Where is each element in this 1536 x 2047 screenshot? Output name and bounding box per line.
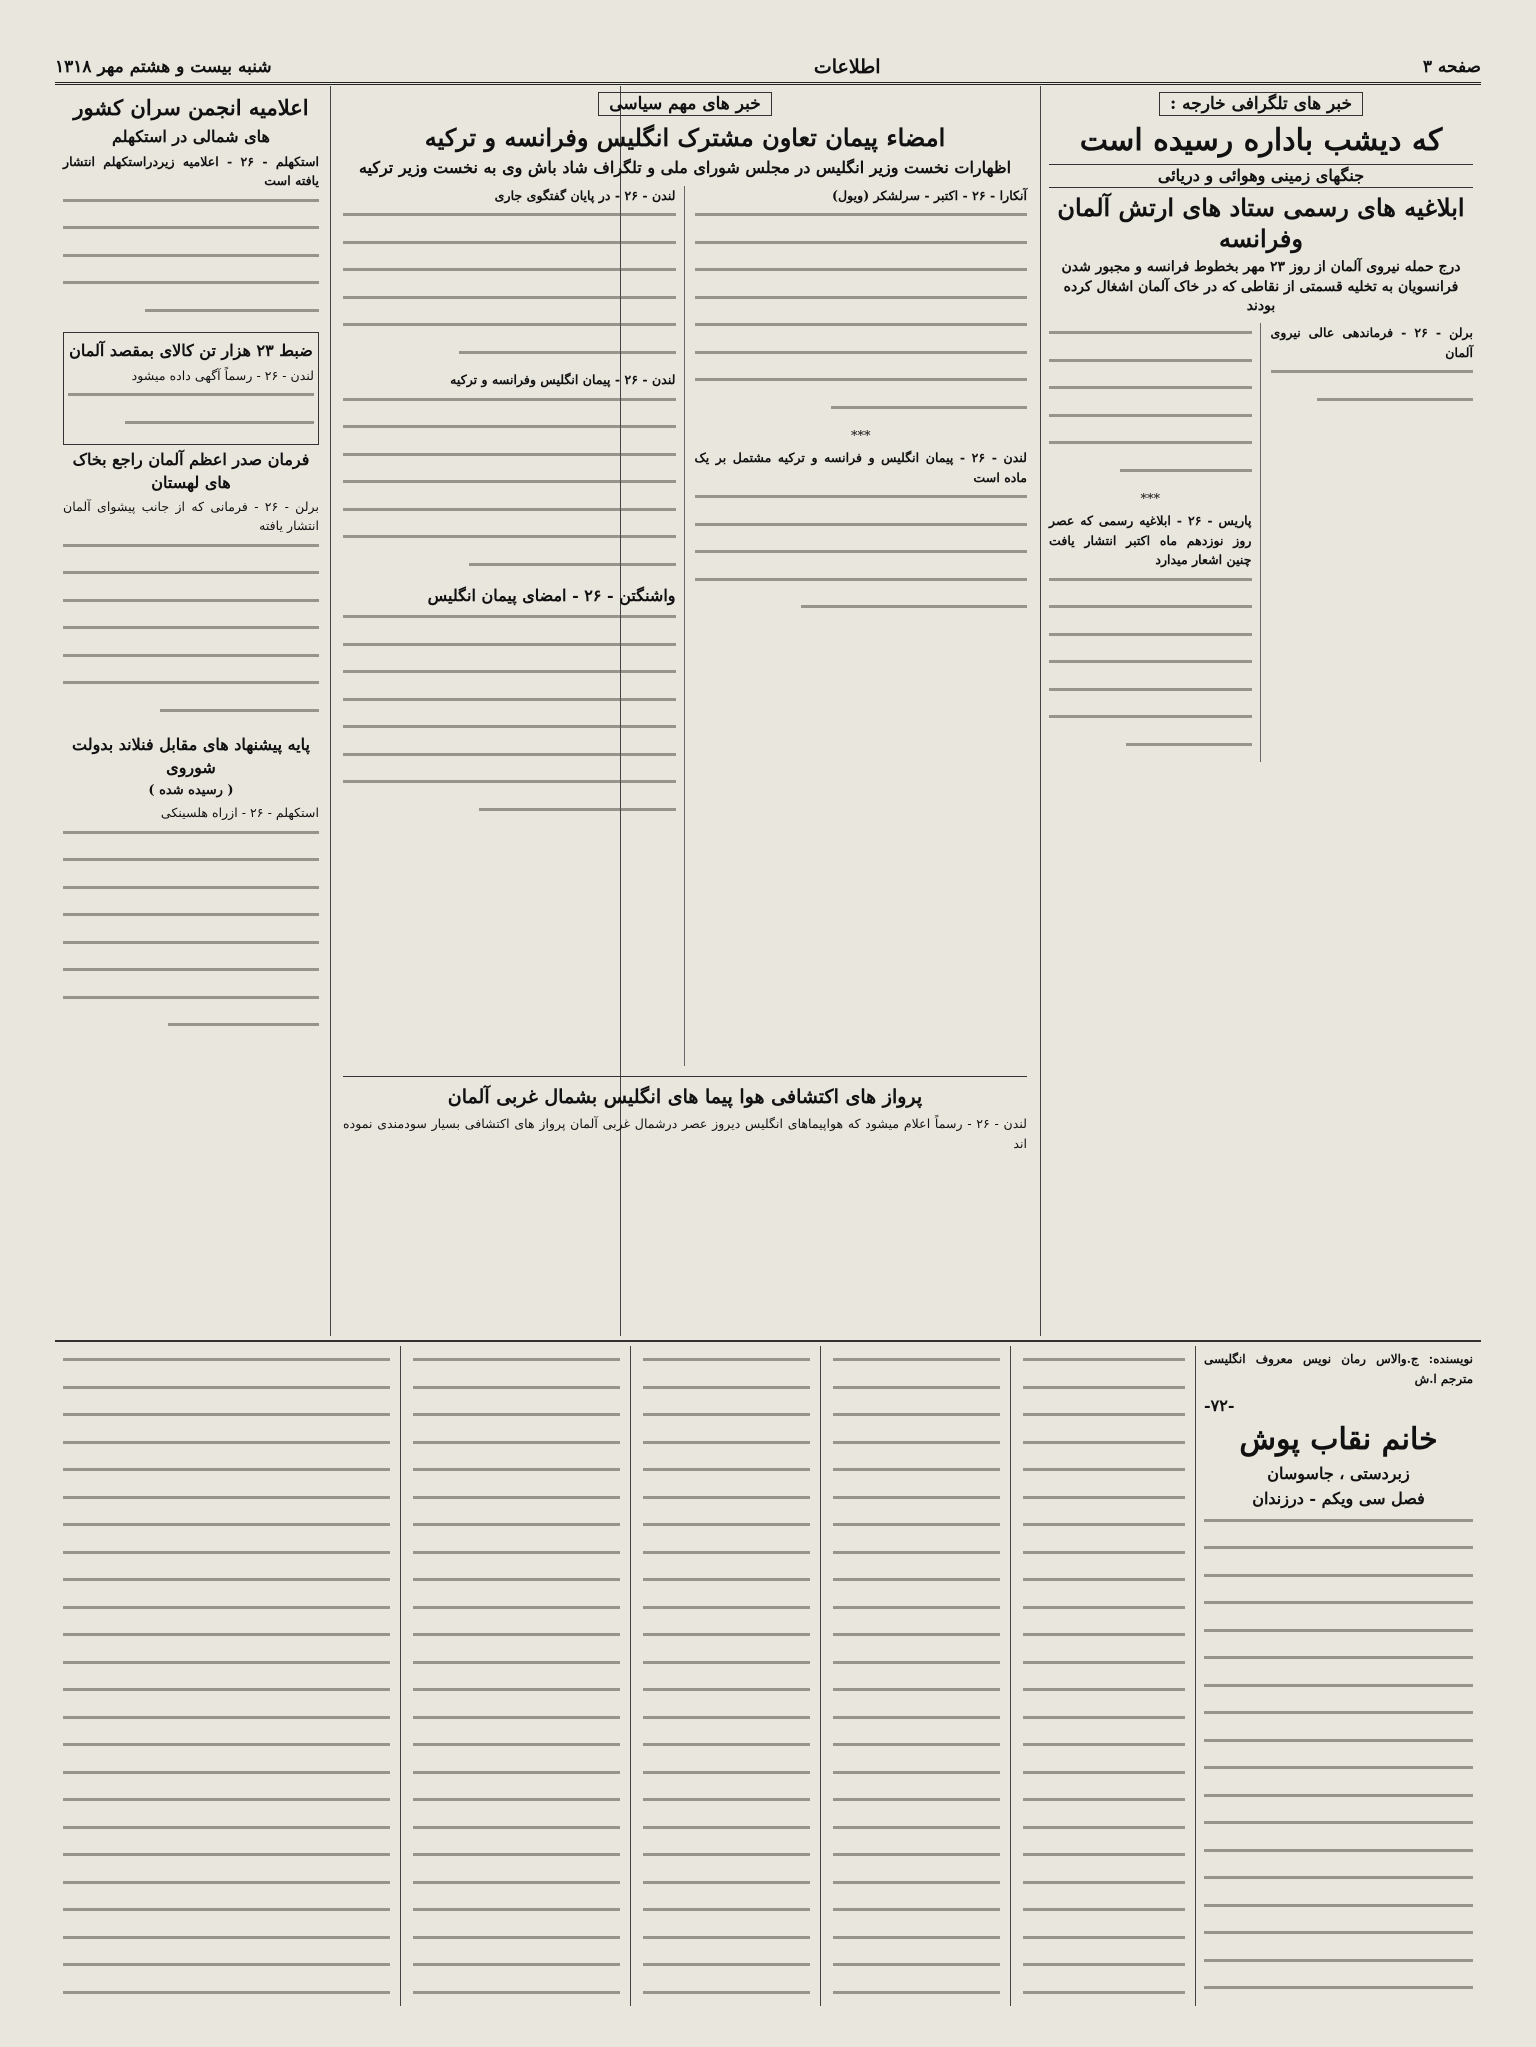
- treaty-col-a: [695, 186, 1028, 1066]
- text-line: [833, 1413, 1000, 1433]
- column-rule: [1010, 1346, 1011, 2006]
- text-line: [63, 941, 319, 961]
- text-line: [413, 1496, 620, 1516]
- war-title: ابلاغیه های رسمی ستاد های ارتش آلمان وفرانسه: [1057, 192, 1465, 254]
- text-line: [1023, 1551, 1185, 1571]
- text-line: [643, 1798, 810, 1818]
- dateline: استکهلم - ۲۶ - اعلامیه زیردراستکهلم انتشار یافته است: [63, 153, 319, 189]
- text-line: [1049, 441, 1252, 461]
- text-line: [63, 1661, 390, 1681]
- text-line: [413, 1826, 620, 1846]
- body-text-block: [1049, 578, 1252, 763]
- text-line: [643, 1386, 810, 1406]
- text-line: [643, 1523, 810, 1543]
- text-line: [695, 268, 1028, 288]
- text-line: [343, 480, 676, 500]
- text-line: [643, 1991, 810, 2001]
- column-rule: [820, 1346, 821, 2006]
- text-line: [833, 1826, 1000, 1846]
- recon-flights-title: پرواز های اکتشافی هوا پیما های انگلیس بشمال غربی آلمان: [447, 1085, 923, 1108]
- body-text-block: [63, 199, 319, 329]
- text-line: [1204, 1601, 1473, 1621]
- text-line: [413, 1881, 620, 1901]
- text-line: [63, 1716, 390, 1736]
- text-line: [343, 535, 676, 555]
- decree-title: فرمان صدر اعظم آلمان راجع بخاک های لهستان: [72, 450, 310, 492]
- body-text-block: [63, 544, 319, 729]
- text-line: [1204, 1959, 1473, 1979]
- text-line: [1271, 370, 1474, 390]
- text-line: [643, 1881, 810, 1901]
- text-line: [1204, 1876, 1473, 1896]
- text-line: [63, 1798, 390, 1818]
- text-line: [63, 1991, 390, 2001]
- treaty-subtitle: اظهارات نخست وزیر انگلیس در مجلس شورای ملی و تلگراف شاد باش وی به نخست وزیر ترکیه: [358, 158, 1012, 178]
- text-line: [63, 831, 319, 851]
- text-line: [63, 1688, 390, 1708]
- text-line: [343, 563, 676, 583]
- text-line: [833, 1991, 1000, 2001]
- text-line: [63, 1606, 390, 1626]
- text-line: [63, 913, 319, 933]
- text-line: [63, 1441, 390, 1461]
- issue-date: شنبه بیست و هشتم مهر ۱۳۱۸: [55, 57, 272, 77]
- text-line: [1049, 578, 1252, 598]
- body-text-block: [1204, 1519, 1473, 2000]
- page-label: صفحه ۳: [1422, 57, 1481, 77]
- text-line: [1023, 1468, 1185, 1488]
- text-line: [343, 643, 676, 663]
- section-rule: [55, 1340, 1481, 1342]
- text-line: [63, 626, 319, 646]
- text-line: [1023, 1936, 1185, 1956]
- text-line: [833, 1908, 1000, 1928]
- political-kicker: خبر های مهم سیاسی: [598, 92, 771, 116]
- text-line: [1023, 1633, 1185, 1653]
- text-line: [1023, 1413, 1185, 1433]
- dateline: لندن - ۲۶ - پیمان انگلیس و فرانسه و ترکیه مشتمل بر یک ماده است: [694, 450, 1027, 485]
- column-rule: [400, 1346, 401, 2006]
- text-line: [413, 1633, 620, 1653]
- text-line: [413, 1661, 620, 1681]
- text-line: [695, 578, 1028, 598]
- text-line: [833, 1936, 1000, 1956]
- text-line: [1023, 1908, 1185, 1928]
- text-line: [413, 1551, 620, 1571]
- text-line: [63, 199, 319, 219]
- text-line: [1204, 1656, 1473, 1676]
- text-line: [343, 398, 676, 418]
- text-line: [343, 780, 676, 800]
- dateline: لندن - ۲۶ - رسماً آگهی داده میشود: [131, 367, 314, 383]
- text-line: [1204, 1629, 1473, 1649]
- text-line: [643, 1633, 810, 1653]
- column-rule: [330, 86, 331, 1336]
- text-line: [63, 681, 319, 701]
- text-line: [643, 1551, 810, 1571]
- text-line: [833, 1523, 1000, 1543]
- text-line: [1204, 1684, 1473, 1704]
- text-line: [1204, 1766, 1473, 1786]
- body-text-block: [1049, 331, 1252, 488]
- text-line: [1023, 1716, 1185, 1736]
- body-text-block: [695, 495, 1028, 625]
- text-line: [833, 1716, 1000, 1736]
- text-line: [1023, 1771, 1185, 1791]
- text-line: [413, 1523, 620, 1543]
- text-line: [63, 1633, 390, 1653]
- serial-text-col: [825, 1350, 1008, 2000]
- seizure-box: [63, 332, 319, 445]
- text-line: [413, 1963, 620, 1983]
- seizure-title: ضبط ۲۳ هزار تن کالای بمقصد آلمان: [69, 341, 313, 361]
- text-line: [643, 1826, 810, 1846]
- text-line: [413, 1578, 620, 1598]
- text-line: [413, 1771, 620, 1791]
- text-line: [1204, 1711, 1473, 1731]
- text-line: [63, 1358, 390, 1378]
- text-line: [1023, 1578, 1185, 1598]
- war-text-col-b: [1049, 323, 1261, 762]
- text-line: [343, 241, 676, 261]
- text-line: [643, 1578, 810, 1598]
- masthead: [55, 52, 1481, 85]
- text-line: [833, 1496, 1000, 1516]
- text-line: [1023, 1798, 1185, 1818]
- text-line: [1023, 1963, 1185, 1983]
- text-line: [1049, 715, 1252, 735]
- text-line: [1023, 1386, 1185, 1406]
- text-line: [413, 1936, 620, 1956]
- text-line: [833, 1468, 1000, 1488]
- body-text-block: [63, 1358, 390, 2000]
- text-line: [833, 1853, 1000, 1873]
- dateline: پاریس - ۲۶ - ابلاغیه رسمی که عصر روز نوزدهم ماه اکتبر انتشار یافت چنین اشعار میدارد: [1049, 513, 1252, 568]
- separator-stars: ***: [851, 429, 871, 445]
- text-line: [1023, 1826, 1185, 1846]
- text-line: [833, 1633, 1000, 1653]
- war-subtitle: درج حمله نیروی آلمان از روز ۲۳ مهر بخطوط فرانسه و مجبور شدن فرانسویان به تخلیه قسمتی از نقاطی که در خاک آلمان اشغال کرده بودند: [1061, 259, 1461, 315]
- text-line: [1049, 660, 1252, 680]
- body-text-block: [833, 1358, 1000, 2000]
- body-text-block: [1271, 370, 1474, 417]
- text-line: [413, 1606, 620, 1626]
- text-line: [1023, 1991, 1185, 2001]
- dateline: لندن - ۲۶ - پیمان انگلیس وفرانسه و ترکیه: [450, 372, 676, 388]
- war-subkicker: جنگهای زمینی وهوائی و دریائی: [1049, 164, 1473, 188]
- text-line: [695, 378, 1028, 398]
- text-line: [695, 495, 1028, 515]
- text-line: [643, 1688, 810, 1708]
- text-line: [63, 1578, 390, 1598]
- text-line: [63, 1963, 390, 1983]
- serial-text-col: [1015, 1350, 1193, 2000]
- text-line: [1204, 1794, 1473, 1814]
- text-line: [833, 1688, 1000, 1708]
- text-line: [413, 1386, 620, 1406]
- text-line: [413, 1853, 620, 1873]
- text-line: [643, 1441, 810, 1461]
- text-line: [343, 808, 676, 828]
- text-line: [413, 1991, 620, 2001]
- body-text-block: [1023, 1358, 1185, 2000]
- text-line: [1023, 1523, 1185, 1543]
- text-line: [833, 1743, 1000, 1763]
- text-line: [343, 323, 676, 343]
- text-line: [833, 1798, 1000, 1818]
- recon-flights-body: لندن - ۲۶ - رسماً اعلام میشود که هواپیماهای انگلیس دیروز عصر درشمال غربی آلمان پرواز های اکتشافی بسیار سودمندی نموده اند: [343, 1116, 1027, 1151]
- text-line: [1204, 1574, 1473, 1594]
- dateline: آنکارا - ۲۶ - اکتبر - سرلشکر (ویول): [832, 187, 1027, 203]
- text-line: [643, 1908, 810, 1928]
- serial-chapter: فصل سی ویکم - درزندان: [1252, 1489, 1425, 1509]
- text-line: [1023, 1688, 1185, 1708]
- column-rule: [630, 1346, 631, 2006]
- text-line: [643, 1743, 810, 1763]
- text-line: [1023, 1441, 1185, 1461]
- text-line: [63, 544, 319, 564]
- text-line: [695, 605, 1028, 625]
- text-line: [833, 1358, 1000, 1378]
- serial-subtitle: زبردستی ، جاسوسان: [1267, 1463, 1410, 1483]
- text-line: [1204, 1546, 1473, 1566]
- text-line: [833, 1771, 1000, 1791]
- text-line: [63, 1936, 390, 1956]
- text-line: [1204, 1931, 1473, 1951]
- telegraph-headline: که دیشب باداره رسیده است: [1079, 123, 1443, 158]
- text-line: [343, 351, 676, 371]
- text-line: [833, 1881, 1000, 1901]
- treaty-title: امضاء پیمان تعاون مشترک انگلیس وفرانسه و ترکیه: [424, 123, 946, 152]
- finland-title: پایه پیشنهاد های مقابل فنلاند بدولت شوروی: [72, 735, 310, 777]
- text-line: [1049, 386, 1252, 406]
- text-line: [63, 1853, 390, 1873]
- serial-title: خانم نقاب پوش: [1239, 1422, 1438, 1458]
- text-line: [63, 599, 319, 619]
- text-line: [833, 1606, 1000, 1626]
- text-line: [1204, 1739, 1473, 1759]
- text-line: [413, 1358, 620, 1378]
- text-line: [695, 296, 1028, 316]
- dateline: برلن - ۲۶ - فرماندهی عالی نیروی آلمان: [1270, 325, 1474, 360]
- text-line: [643, 1716, 810, 1736]
- text-line: [643, 1358, 810, 1378]
- text-line: [643, 1496, 810, 1516]
- text-line: [1049, 633, 1252, 653]
- serial-number: -۷۲-: [1204, 1396, 1235, 1415]
- text-line: [1023, 1606, 1185, 1626]
- text-line: [63, 709, 319, 729]
- text-line: [1049, 359, 1252, 379]
- text-line: [1049, 331, 1252, 351]
- text-line: [643, 1661, 810, 1681]
- text-line: [343, 213, 676, 233]
- text-line: [343, 296, 676, 316]
- body-text-block: [413, 1358, 620, 2000]
- text-line: [63, 1523, 390, 1543]
- text-line: [1204, 1986, 1473, 2000]
- text-line: [1023, 1661, 1185, 1681]
- dateline: واشنگتن - ۲۶ - امضای پیمان انگلیس: [427, 586, 676, 606]
- text-line: [343, 508, 676, 528]
- text-line: [63, 571, 319, 591]
- text-line: [833, 1661, 1000, 1681]
- text-line: [1023, 1853, 1185, 1873]
- text-line: [695, 523, 1028, 543]
- separator-stars: ***: [1140, 492, 1160, 508]
- text-line: [1049, 414, 1252, 434]
- text-line: [833, 1578, 1000, 1598]
- text-line: [643, 1606, 810, 1626]
- text-line: [833, 1963, 1000, 1983]
- text-line: [643, 1413, 810, 1433]
- text-line: [63, 1023, 319, 1043]
- text-line: [63, 968, 319, 988]
- body-text-block: [343, 615, 676, 827]
- text-line: [343, 615, 676, 635]
- text-line: [63, 654, 319, 674]
- nordic-title: اعلامیه انجمن سران کشور: [73, 95, 309, 120]
- serial-text-col: [405, 1350, 628, 2000]
- text-line: [63, 1413, 390, 1433]
- text-line: [63, 1551, 390, 1571]
- text-line: [63, 1468, 390, 1488]
- text-line: [695, 406, 1028, 426]
- text-line: [1049, 688, 1252, 708]
- body-text-block: [643, 1358, 810, 2000]
- newspaper-name: اطلاعات: [813, 56, 881, 78]
- text-line: [63, 1743, 390, 1763]
- text-line: [413, 1688, 620, 1708]
- text-line: [695, 323, 1028, 343]
- text-line: [695, 213, 1028, 233]
- text-line: [413, 1468, 620, 1488]
- finland-subtitle: ( رسیده شده ): [148, 783, 234, 799]
- text-line: [643, 1468, 810, 1488]
- text-line: [695, 241, 1028, 261]
- text-line: [343, 268, 676, 288]
- dateline: استکهلم - ۲۶ - ازراه هلسینکی: [160, 805, 319, 821]
- text-line: [643, 1936, 810, 1956]
- text-line: [1023, 1496, 1185, 1516]
- war-text-col-a: [1271, 323, 1474, 762]
- treaty-col-b: [343, 186, 685, 1066]
- text-line: [1049, 605, 1252, 625]
- text-line: [1023, 1358, 1185, 1378]
- text-line: [833, 1551, 1000, 1571]
- serial-author-line: نویسنده: ج.والاس رمان نویس معروف انگلیسی مترجم ا.ش: [1204, 1352, 1473, 1386]
- body-text-block: [343, 398, 676, 583]
- war-news-section: [1041, 90, 1481, 1335]
- serial-text-col: [635, 1350, 818, 2000]
- text-line: [63, 281, 319, 301]
- text-line: [643, 1963, 810, 1983]
- text-line: [413, 1908, 620, 1928]
- text-line: [833, 1441, 1000, 1461]
- text-line: [1049, 469, 1252, 489]
- text-line: [1204, 1821, 1473, 1841]
- body-text-block: [695, 213, 1028, 425]
- text-line: [343, 698, 676, 718]
- text-line: [695, 550, 1028, 570]
- text-line: [1023, 1881, 1185, 1901]
- dateline: برلن - ۲۶ - فرمانی که از جانب پیشوای آلمان انتشار یافته: [63, 498, 320, 534]
- text-line: [68, 393, 314, 413]
- text-line: [63, 1881, 390, 1901]
- text-line: [343, 725, 676, 745]
- text-line: [63, 886, 319, 906]
- text-line: [63, 254, 319, 274]
- body-text-block: [343, 213, 676, 370]
- text-line: [1204, 1849, 1473, 1869]
- serial-story-header: [1196, 1350, 1481, 2000]
- text-line: [413, 1413, 620, 1433]
- body-text-block: [63, 831, 319, 1043]
- body-text-block: [68, 393, 314, 440]
- text-line: [63, 858, 319, 878]
- dateline: لندن - ۲۶ - در پایان گفتگوی جاری: [494, 187, 676, 203]
- telegraph-kicker: خبر های تلگرافی خارجه :: [1159, 92, 1363, 116]
- text-line: [643, 1771, 810, 1791]
- nordic-subtitle: های شمالی در استکهلم: [112, 127, 270, 147]
- text-line: [63, 996, 319, 1016]
- text-line: [413, 1716, 620, 1736]
- text-line: [63, 1826, 390, 1846]
- serial-text-col: [55, 1350, 398, 2000]
- text-line: [343, 425, 676, 445]
- text-line: [1023, 1743, 1185, 1763]
- text-line: [63, 1771, 390, 1791]
- treaty-section: [335, 90, 1035, 1335]
- text-line: [63, 1496, 390, 1516]
- text-line: [413, 1798, 620, 1818]
- text-line: [1271, 398, 1474, 418]
- text-line: [343, 753, 676, 773]
- text-line: [1204, 1904, 1473, 1924]
- text-line: [63, 1386, 390, 1406]
- text-line: [343, 453, 676, 473]
- text-line: [413, 1743, 620, 1763]
- text-line: [68, 421, 314, 441]
- text-line: [63, 309, 319, 329]
- text-line: [643, 1853, 810, 1873]
- text-line: [695, 351, 1028, 371]
- text-line: [1204, 1519, 1473, 1539]
- left-news-column: [55, 90, 327, 1335]
- text-line: [833, 1386, 1000, 1406]
- text-line: [63, 1908, 390, 1928]
- text-line: [343, 670, 676, 690]
- text-line: [63, 226, 319, 246]
- text-line: [413, 1441, 620, 1461]
- text-line: [1049, 743, 1252, 763]
